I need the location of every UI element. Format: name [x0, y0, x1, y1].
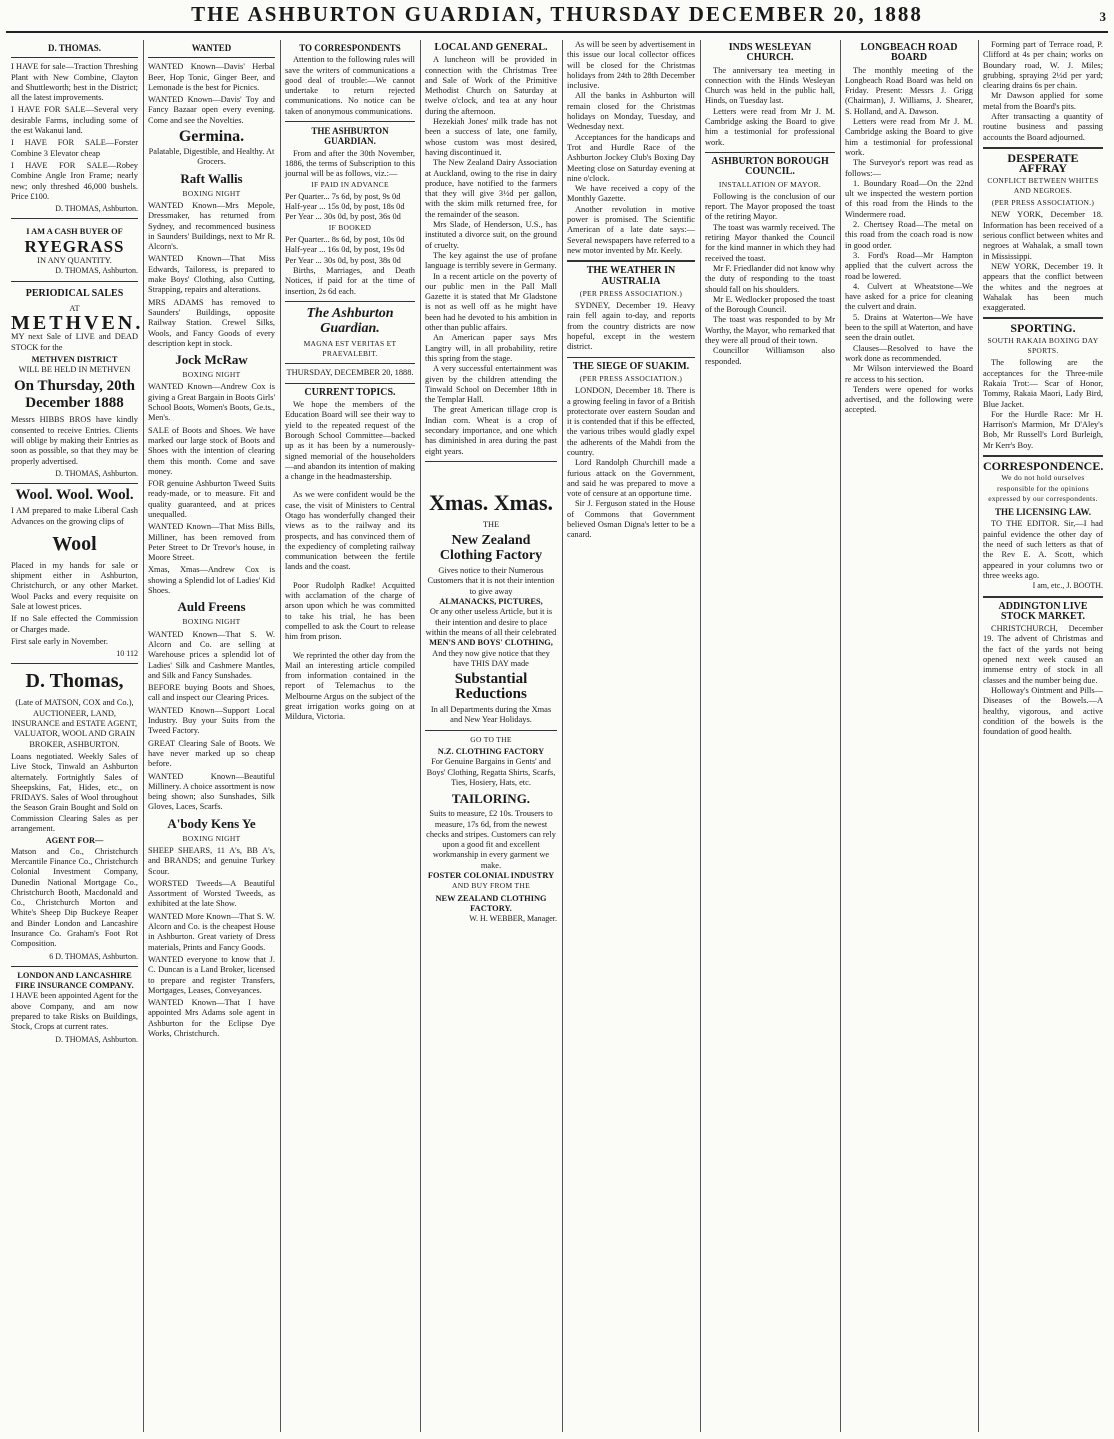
- wanted-ad: WANTED Known—That I have appointed Mrs Adams sole agent in Ashburton for the Eclipse Dye Works, Christchurch.: [148, 998, 275, 1039]
- affray-paragraph: NEW YORK, December 19. It appears that the conflict between the whites and the negroes at Wahalak has been much exaggerated.: [983, 261, 1103, 313]
- column-8-news: [978, 40, 1108, 1432]
- next-sale-text: MY next Sale of LIVE and DEAD STOCK for the: [11, 332, 138, 352]
- insurance-body: I HAVE been appointed Agent for the above Company, and am now prepared to take Risks on Buildings, Stock, Crops at current rates.: [11, 991, 138, 1032]
- subscription-rate: Half-year ... 15s 0d, by post, 18s 0d: [285, 202, 405, 212]
- news-paragraph: The New Zealand Dairy Association at Auckland, owing to the rise in dairy produce, have notified to the farmers that they will give 3½d per gallon, with the skim milk returned free, for the remainder of the season.: [425, 158, 557, 219]
- periodical-sales-heading: PERIODICAL SALES: [25, 287, 124, 299]
- boxing-night: BOXING NIGHT: [182, 370, 241, 380]
- abody-kens-ye: A'body Kens Ye: [167, 815, 256, 831]
- wool-note: If no Sale effected the Commission or Charges made.: [11, 614, 138, 634]
- factory-heading: New Zealand Clothing Factory: [439, 533, 543, 564]
- xmas-note4: For Genuine Bargains in Gents' and Boys' Clothing, Regatta Shirts, Scarfs, Ties, Hosiery, Hats, etc.: [426, 757, 556, 787]
- board-paragraph: The Surveyor's report was read as follows:—: [845, 158, 973, 178]
- news-paragraph: In a recent article on the poverty of our public men in the Pall Mall Gazette it is stated that Mr Gladstone is not as well off as he might have been had he devoted to his ambition in other than public affairs.: [425, 271, 557, 333]
- agent-for: AGENT FOR—: [45, 836, 104, 846]
- wanted-ad: WANTED Known—Davis' Herbal Beer, Hop Tonic, Ginger Beer, and Lemonade is the best for Picnics.: [148, 62, 275, 92]
- wanted-ad: SALE of Boots and Shoes. We have marked our large stock of Boots and Shoes with the intention of clearing them this month. Come and save money.: [148, 425, 275, 476]
- news-paragraph: As will be seen by advertisement in this issue our local collector offices will be closed for the Christmas holidays from 24th to 28th December inclusive.: [567, 40, 695, 91]
- news-paragraph: Acceptances for the handicaps and Trot and Hurdle Race of the Ashburton Jockey Club's Boxing Day Meeting close on Saturday evening at nine o'clock.: [567, 132, 695, 183]
- wanted-ad: WANTED Known—That Miss Bills, Milliner, has been removed from Peter Street to Dr Trevor's house, in Moore Street.: [148, 522, 275, 563]
- board-paragraph: 4. Culvert at Wheatstone—We have asked for a price for cleaning the culvert and drain.: [845, 281, 973, 312]
- germina-heading: Germina.: [178, 128, 245, 146]
- news-paragraph: All the banks in Ashburton will remain closed for the Christmas holidays on Monday, Tuesday, and Wednesday next.: [567, 91, 695, 132]
- column-1-advertisements: [6, 40, 143, 1432]
- held-in-methven: WILL BE HELD IN METHVEN: [18, 365, 131, 375]
- ryegrass-buyer-line: I AM A CASH BUYER OF: [26, 227, 123, 237]
- suakim-body: LONDON, December 18. There is a growing feeling in favor of a British protectorate over eastern Soudan and it is contended that if this be effected, the various tribes would gladly expel the adherents of the Mahdi from the country.: [567, 386, 695, 457]
- ad-farms: I HAVE FOR SALE—Several very desirable Farms, including some of the est Wakanui land.: [11, 105, 138, 136]
- wanted-ad: SHEEP SHEARS, 11 A's, BB A's, and BRANDS; and genuine Turkey Scour.: [148, 846, 275, 876]
- wanted-ad: WANTED Known—That S. W. Alcorn and Co. are selling at Warehouse prices a splendid lot of Ladies' Silk and Cashmere Mantles, and Silk and Fancy Sunshades.: [148, 629, 275, 680]
- column-4-local-news: [420, 40, 562, 1432]
- board-paragraph: 2. Chertsey Road—The metal on this road from the coach road is now in good order.: [845, 220, 973, 250]
- xmas-note5: Suits to measure, £2 10s. Trousers to measure, 17s 6d, from the newest checks and stripes. Customers can rely upon a good fit and excellent workmanship in every garment we make.: [426, 809, 556, 870]
- correspondence-heading: CORRESPONDENCE.: [983, 458, 1104, 473]
- press-association: (PER PRESS ASSOCIATION.): [579, 373, 683, 383]
- sporting-paragraph: For the Hurdle Race: Mr H. Harrison's Marmion, Mr D'Aley's Bob, Mr Russell's Lord Burleigh, Mr Kerr's Boy.: [983, 409, 1103, 450]
- buy-from: AND BUY FROM THE: [452, 881, 530, 891]
- correspondents-body: Attention to the following rules will save the writers of communications a good deal of trouble:—We cannot undertake to return rejected communications. No notice can be taken of anonymous communications.: [285, 55, 415, 116]
- suakim-body: Lord Randolph Churchill made a furious attack on the Government, and said he was prepared to move a vote of censure at an opportune time.: [567, 458, 695, 499]
- council-paragraph: The toast was warmly received. The retiring Mayor thanked the Council for the kind manner in which they had received the toast.: [705, 222, 835, 263]
- foster-industry: FOSTER COLONIAL INDUSTRY: [427, 871, 555, 880]
- board-paragraph: Clauses—Resolved to have the work done as recommended.: [845, 343, 973, 363]
- local-general-heading: LOCAL AND GENERAL.: [434, 42, 548, 53]
- sale-date: On Thursday, 20th December 1888: [13, 378, 136, 412]
- topic-paragraph: As we were confident would be the case, the visit of Ministers to Central Otago has wonderfully changed their views as to the railway and its prospects, and has convinced them of the expediency of completing railway communication between the fertile lands and the coast.: [285, 490, 415, 572]
- council-paragraph: The toast was responded to by Mr Worthy, the Mayor, who remarked that they were all proud of their town.: [705, 315, 835, 346]
- auld-freens: Auld Freens: [177, 599, 246, 615]
- suakim-body: Sir J. Ferguson stated in the House of Commons that Government believed Osman Digna's letter to be a canard.: [567, 499, 695, 540]
- sporting-paragraph: The following are the acceptances for the Three-mile Rakaia Trot:— Scar of Honor, Tommy, Rakaia Maori, Lady Bird, Blue Jacket.: [983, 358, 1103, 409]
- germina-sub: Palatable, Digestible, and Healthy. At Grocers.: [148, 147, 275, 167]
- news-paragraph: Another revolution in motive power is promised. The Scientific American of a late date says:—Several newspapers have referred to a new motor invented by Mr. Keely.: [567, 204, 695, 255]
- correspondents-heading: TO CORRESPONDENTS: [299, 43, 401, 53]
- jock-mcraw: Jock McRaw: [175, 352, 248, 368]
- wanted-ad: Xmas, Xmas—Andrew Cox is showing a Splendid lot of Ladies' Kid Shoes.: [148, 565, 275, 596]
- ad-reference: 6 D. THOMAS, Ashburton.: [49, 951, 138, 961]
- wanted-ad: MRS ADAMS has removed to Saunders' Buildings, opposite Railway Station. Crewel Silks, Wools, and Fancy Goods of every description kept in stock.: [148, 297, 275, 348]
- loans-block: Loans negotiated. Weekly Sales of Live Stock, Tinwald an Ashburton alternately. Fortnightly Sales of Sheepskins, Fat, Hides, etc., on FRIDAYS. Sales of Wool throughout the Season Grain Bought and Sold on Commission Clearing Sales as per arrangement.: [11, 751, 138, 834]
- council-paragraph: Mr E. Wedlocker proposed the toast of the Borough Council.: [705, 294, 835, 315]
- longbeach-heading: LONGBEACH ROAD BOARD: [860, 42, 958, 64]
- ad-signature: D. THOMAS, Ashburton.: [55, 468, 138, 478]
- wanted-ad: BEFORE buying Boots and Shoes, call and inspect our Clearing Prices.: [148, 683, 275, 703]
- board-paragraph: 1. Boundary Road—On the 22nd ult we inspected the western portion of this road from the Hinds to the Windermere road.: [845, 178, 973, 219]
- factory-name: NEW ZEALAND CLOTHING FACTORY.: [435, 893, 547, 913]
- weather-heading: THE WEATHER IN AUSTRALIA: [586, 265, 676, 287]
- news-paragraph: A very successful entertainment was given by the children attending the Tinwald School on December 18th in the Templar Hall.: [425, 364, 557, 405]
- wanted-ad: WANTED More Known—That S. W. Alcorn and Co. is the cheapest House in Ashburton. Great variety of Dress materials, Prints and Fancy Goods.: [148, 911, 275, 952]
- boxing-night: BOXING NIGHT: [182, 188, 241, 198]
- paid-in-advance: IF PAID IN ADVANCE: [311, 179, 389, 189]
- almanacks: ALMANACKS, PICTURES,: [439, 597, 543, 607]
- hinds-wesleyan-heading: INDS WESLEYAN CHURCH.: [728, 42, 812, 64]
- masthead-rule: [6, 31, 1108, 33]
- terms-text: From and after the 30th November, 1886, the terms of Subscription to this journal will be as follows, viz.:—: [285, 148, 415, 179]
- wanted-ad: FOR genuine Ashburton Tweed Suits ready-made, or to measure. Fit and quality guaranteed, and at prices unequalled.: [148, 479, 275, 519]
- market-paragraph: CHRISTCHURCH, December 19. The advent of Christmas and the fact of the yards not being opened next week caused an immense entry of stock in all classes and the number being due.: [983, 624, 1103, 685]
- wool-heading: Wool. Wool. Wool.: [15, 487, 134, 504]
- news-paragraph: An American paper says Mrs Langtry will, in all probability, retire this spring from the stage.: [425, 333, 557, 363]
- ad-signature: D. THOMAS, Ashburton.: [55, 1034, 138, 1044]
- page-number: 3: [1099, 9, 1106, 24]
- topic-paragraph: Poor Rudolph Radke! Acquitted with acclamation of the charge of arson upon which he was committed to take his trial, he has been compelled to ask the Court to release him from prison.: [285, 580, 415, 642]
- ad-reference: 10 112: [116, 649, 138, 659]
- licensing-heading: THE LICENSING LAW.: [995, 507, 1091, 518]
- ryegrass-heading: RYEGRASS: [24, 236, 125, 256]
- news-paragraph: We have received a copy of the Monthly Gazette.: [567, 184, 695, 204]
- subscription-rate: Per Year ... 30s 0d, by post, 38s 0d: [285, 255, 401, 265]
- news-paragraph: The great American tillage crop is Indian corn. Wheat is a crop of secondary importance, and one which has diminished in area during the past eight years.: [425, 405, 557, 456]
- holloway-paragraph: Holloway's Ointment and Pills—Diseases of the Bowels.—A healthy, vigorous, and active condition of the bowels is the foundation of good health.: [983, 685, 1103, 737]
- wanted-ad: WANTED Known—Support Local Industry. Buy your Suits from the Tweed Factory.: [148, 705, 275, 736]
- boxing-day-sports: SOUTH RAKAIA BOXING DAY SPORTS.: [987, 335, 1099, 356]
- subscription-rate: Half-year ... 16s 0d, by post, 19s 0d: [285, 245, 405, 255]
- installation-heading: INSTALLATION OF MAYOR.: [718, 179, 822, 189]
- conflict-sub: CONFLICT BETWEEN WHITES AND NEGROES.: [987, 175, 1099, 195]
- d-thomas-sub: (Late of MATSON, COX and Co.),: [15, 698, 134, 708]
- affray-heading: DESPERATE AFFRAY: [1007, 150, 1079, 176]
- at-label: AT: [69, 303, 80, 313]
- council-paragraph: Following is the conclusion of our report. The Mayor proposed the toast of the retiring Mayor.: [705, 191, 835, 222]
- board-paragraph: Letters were read from Mr J. M. Cambridge asking the Board to give him a testimonial for professional work.: [845, 117, 973, 157]
- xmas-note3: In all Departments during the Xmas and New Year Holidays.: [430, 705, 552, 725]
- affray-paragraph: NEW YORK, December 18. Information has been received of a serious conflict between whites and negroes at Wahalak, a small town in Mississippi.: [983, 210, 1103, 261]
- auctioneer-block: AUCTIONEER, LAND, INSURANCE and ESTATE AGENT, VALUATOR, WOOL AND GRAIN BROKER, ASHBURTON.: [11, 708, 138, 749]
- d-thomas-heading: D. Thomas,: [25, 670, 124, 693]
- ad-signature: D. THOMAS, Ashburton.: [55, 204, 138, 214]
- wanted-ad: GREAT Clearing Sale of Boots. We have never marked up so cheap before.: [148, 738, 275, 769]
- boxing-night: BOXING NIGHT: [182, 833, 241, 843]
- manager-signature: W. H. WEBBER, Manager.: [469, 914, 557, 924]
- correspondence-note: We do not hold ourselves responsible for the opinions expressed by our correspondents.: [988, 473, 1098, 503]
- ad-threshing-plant: I HAVE for sale—Traction Threshing Plant with New Combine, Clayton and Shuttleworth; best in the District; all the latest improvements.: [11, 62, 138, 103]
- xmas-the: THE: [482, 519, 500, 529]
- church-paragraph: Letters were read from Mr J. M. Cambridge asking the Board to give him a testimonial for professional work.: [705, 106, 835, 147]
- raft-wallis: Raft Wallis: [180, 170, 243, 186]
- wanted-ad: WANTED Known—Mrs Mepole, Dressmaker, has returned from Sydney, and recommenced business in Saunders' Buildings, next to Mr R. Alcorn's.: [148, 200, 275, 252]
- masthead-title: THE ASHBURTON GUARDIAN, THURSDAY DECEMBER 20, 1888: [191, 2, 923, 26]
- board-paragraph: 3. Ford's Road—Mr Hampton applied that the culvert across the road be lowered.: [845, 250, 973, 281]
- wanted-ad: WORSTED Tweeds—A Beautiful Assortment of Worsted Tweeds, as exhibited at the late Show.: [148, 878, 275, 909]
- tailoring-heading: TAILORING.: [451, 791, 531, 807]
- sporting-heading: SPORTING.: [1010, 321, 1076, 336]
- agent-list: Matson and Co., Christchurch Mercantile Finance Co., Christchurch Colonial Investment Company, Dunedin National Mortgage Co., Christchurch Booth, Macdonald and Co., Christchurch Morton and White's Sheep Dip Buckeye Reaper and Binder London and Lancashire Insurance Co. Graham's Foot Rot Composition.: [11, 846, 138, 949]
- ryegrass-quantity: IN ANY QUANTITY.: [37, 256, 112, 266]
- news-paragraph: Mrs Slade, of Henderson, U.S., has instituted a divorce suit, on the ground of cruelty.: [425, 220, 557, 250]
- go-to-the: GO TO THE: [470, 734, 512, 744]
- column-3-editorial: [280, 40, 420, 1432]
- first-sale: First sale early in November.: [11, 636, 108, 646]
- borough-council-heading: ASHBURTON BOROUGH COUNCIL.: [711, 155, 829, 178]
- hibbs-notice: Messrs HIBBS BROS have kindly consented to receive Entries. Clients will oblige by making their Entries as soon as possible, so that they may be properly advertised.: [11, 415, 138, 466]
- ad-robey-combine: I HAVE FOR SALE—Robey Combine Angle Iron Frame; nearly new; only threshed 46,000 bushels. Price £100.: [11, 160, 138, 201]
- wanted-ad: WANTED Known—Davis' Toy and Fancy Bazaar open every evening. Come and see the Novelties.: [148, 95, 275, 125]
- column-5-news: [562, 40, 700, 1432]
- wanted-ad: WANTED everyone to know that J. C. Duncan is a Land Broker, licensed to prepare and register Transfers, Mortgages, Leases, Conveyances.: [148, 954, 275, 995]
- ad-forster-combine: I HAVE FOR SALE—Forster Combine 3 Elevator cheap: [11, 138, 138, 158]
- substantial-reductions: Substantial Reductions: [454, 671, 528, 703]
- news-paragraph: Hezekiah Jones' milk trade has not been a success of late, one family, whose custom was most desired, having discontinued it.: [425, 117, 557, 157]
- xmas-note2: And they now give notice that they have THIS DAY made: [432, 648, 550, 668]
- letter-signature: I am, etc., J. BOOTH.: [1032, 581, 1103, 591]
- boxing-night: BOXING NIGHT: [182, 617, 241, 627]
- advertiser-heading: D. THOMAS.: [47, 43, 102, 53]
- subscription-rate: Per Quarter... 7s 6d, by post, 9s 0d: [285, 191, 401, 201]
- subscription-rate: Per Quarter... 8s 6d, by post, 10s 0d: [285, 235, 405, 245]
- xmas-note: Or any other useless Article, but it is their intention and desire to place within the means of all their celebrated: [425, 607, 557, 637]
- board-paragraph: After transacting a quantity of routine business and passing accounts the Board adjourned.: [983, 112, 1103, 142]
- press-association: (PER PRESS ASSOCIATION.): [579, 288, 683, 298]
- nz-factory: N.Z. CLOTHING FACTORY: [437, 747, 545, 757]
- news-paragraph: A luncheon will be provided in connection with the Christmas Tree and Sale of Work of the Primitive Methodist Church on Saturday at twelve o'clock, and tea at any hour during the afternoon.: [425, 55, 557, 116]
- council-paragraph: Councillor Williamson also responded.: [705, 346, 835, 366]
- insurance-heading: LONDON AND LANCASHIRE FIRE INSURANCE COMPANY.: [15, 970, 134, 991]
- wanted-ad: WANTED Known—That Miss Edwards, Tailoress, is prepared to make Boys' Clothing, also Cutting, Strapping, repairs and alterations.: [148, 254, 275, 295]
- xmas-notice: Gives notice to their Numerous Customers that it is not their intention to give away: [427, 566, 555, 596]
- methven-heading: METHVEN.: [11, 311, 143, 334]
- board-paragraph: Mr Wilson interviewed the Board re access to his section.: [845, 364, 973, 384]
- topic-paragraph: We hope the members of the Education Board will see their way to yield to the repeated request of the Borough School Committee—backed up as it has been by a numerously-signed memorial of the householders—and abandon its intention of making a change in the headmastership.: [285, 400, 415, 482]
- council-paragraph: Mr F. Friedlander did not know why the duty of responding to the toast should fall on his shoulders.: [705, 263, 835, 294]
- guardian-heading: THE ASHBURTON GUARDIAN.: [311, 126, 389, 147]
- paper-name: The Ashburton Guardian.: [306, 305, 394, 336]
- methven-district: METHVEN DISTRICT: [31, 354, 118, 364]
- topic-paragraph: We reprinted the other day from the Mail an interesting article compiled from information contained in the report of Telemachus to the Melbourne Argus on the subject of the great irrigation works going on at Mildura, Victoria.: [285, 650, 415, 722]
- press-association: (PER PRESS ASSOCIATION.): [991, 198, 1095, 208]
- wanted-ad: WANTED Known—Andrew Cox is giving a Great Bargain in Boots Girls' School Boots, Women's Boots, Ge.ts., Men's.: [148, 382, 276, 423]
- addington-heading: ADDINGTON LIVE STOCK MARKET.: [998, 600, 1088, 622]
- ad-signature: D. THOMAS, Ashburton.: [55, 266, 138, 276]
- subscription-rate: Per Year ... 30s 0d, by post, 36s 0d: [285, 212, 401, 222]
- board-paragraph: Mr Dawson applied for some metal from the Board's pits.: [983, 91, 1103, 111]
- column-7-road-board: [840, 40, 978, 1432]
- news-paragraph: The key against the use of profane language is terribly severe in Germany.: [425, 250, 557, 271]
- issue-date: THURSDAY, DECEMBER 20, 1888.: [286, 368, 414, 378]
- wanted-ad: WANTED Known—Beautiful Millinery. A choice assortment is now being shown; also Sunshades, Silk Gloves, Laces, Scarfs.: [148, 771, 275, 812]
- weather-body: SYDNEY, December 19. Heavy rain fell again to-day, and reports from the country districts are now hopeful, except in the western district.: [567, 301, 695, 352]
- board-paragraph: Tenders were opened for works advertised, and the following were accepted.: [845, 384, 973, 415]
- paper-motto: MAGNA EST VERITAS ET PRAEVALEBIT.: [303, 338, 397, 359]
- wool-big-heading: Wool: [52, 532, 97, 555]
- births-notice: Births, Marriages, and Death Notices, if paid for at the time of insertion, 2s 6d each.: [285, 265, 415, 296]
- letter-paragraph: TO THE EDITOR. Sir,—I had painful evidence the other day of the need of such letters as that of the Rev E. A. Scott, which appeared in your columns two or three weeks ago.: [983, 519, 1103, 580]
- board-paragraph: 5. Drains at Waterton—We have been to the spill at Waterton, and have seen the drain outlet.: [845, 312, 974, 343]
- column-6-church-council: [700, 40, 840, 1432]
- wanted-heading: WANTED: [191, 43, 232, 53]
- column-2-wanted: [143, 40, 280, 1432]
- wool-advances: I AM prepared to make Liberal Cash Advances on the growing clips of: [11, 506, 138, 526]
- masthead: [0, 0, 1114, 36]
- current-topics-heading: CURRENT TOPICS.: [304, 386, 396, 398]
- wool-body: Placed in my hands for sale or shipment either in Ashburton, Christchurch, or any other Market. Wool Packs and every requisite on Sale at lowest prices.: [11, 560, 138, 611]
- church-paragraph: The anniversary tea meeting in connection with the Hinds Wesleyan Church was held in the public hall, Hinds, on Tuesday last.: [705, 65, 835, 106]
- suakim-heading: THE SIEGE OF SUAKIM.: [572, 360, 690, 372]
- board-paragraph: The monthly meeting of the Longbeach Road Board was held on Friday. Present: Messrs J. Grigg (Chairman), J. Williams, J. Shearer, S. Holland, and A. Dawson.: [845, 65, 973, 116]
- mens-clothing: MEN'S AND BOYS' CLOTHING,: [429, 638, 553, 648]
- xmas-heading: Xmas. Xmas.: [428, 489, 554, 515]
- board-paragraph: Forming part of Terrace road, P. Clifford at 4s per chain; works on Boundary road, W. J. Miles; grubbing, spraying 2½d per yard; clearing drains 6s per chain.: [983, 40, 1103, 91]
- if-booked: IF BOOKED: [328, 222, 372, 232]
